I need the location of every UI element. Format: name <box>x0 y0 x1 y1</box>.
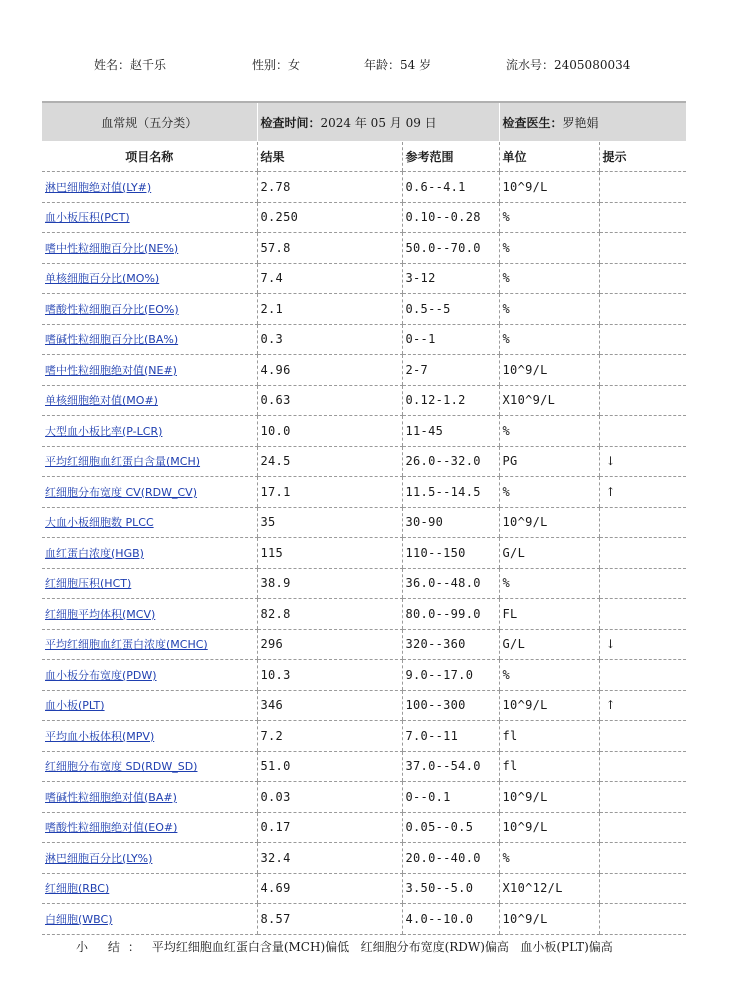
reference-range: 20.0--40.0 <box>402 843 499 874</box>
reference-range: 0--0.1 <box>402 782 499 813</box>
hint-arrow <box>599 873 686 904</box>
hint-arrow <box>599 294 686 325</box>
reference-range: 0.5--5 <box>402 294 499 325</box>
unit: fl <box>499 721 599 752</box>
item-name-cell <box>42 782 257 813</box>
hint-arrow: ↑ <box>599 690 686 721</box>
hint-arrow <box>599 324 686 355</box>
item-name-cell <box>42 477 257 508</box>
report-title: 血常规（五分类） <box>42 102 257 142</box>
table-row <box>42 812 686 843</box>
unit: % <box>499 843 599 874</box>
reference-range: 4.0--10.0 <box>402 904 499 935</box>
table-row <box>42 690 686 721</box>
item-name-link[interactable]: 淋巴细胞百分比(LY%) <box>45 851 153 865</box>
result-value: 115 <box>257 538 402 569</box>
column-header-row <box>42 142 686 172</box>
item-name-link[interactable]: 红细胞平均体积(MCV) <box>45 607 156 621</box>
unit: % <box>499 568 599 599</box>
unit: % <box>499 416 599 447</box>
item-name-cell <box>42 690 257 721</box>
result-value: 7.4 <box>257 263 402 294</box>
hint-arrow <box>599 843 686 874</box>
item-name-cell <box>42 721 257 752</box>
item-name-cell <box>42 812 257 843</box>
serial-number: 流水号：2405080034 <box>506 58 631 72</box>
reference-range: 80.0--99.0 <box>402 599 499 630</box>
item-name-cell <box>42 294 257 325</box>
unit: 10^9/L <box>499 690 599 721</box>
item-name-link[interactable]: 嗜碱性粒细胞绝对值(BA#) <box>45 790 177 804</box>
table-row <box>42 782 686 813</box>
unit: % <box>499 294 599 325</box>
result-value: 7.2 <box>257 721 402 752</box>
item-name-link[interactable]: 嗜中性粒细胞绝对值(NE#) <box>45 363 177 377</box>
item-name-cell <box>42 843 257 874</box>
table-row <box>42 202 686 233</box>
reference-range: 9.0--17.0 <box>402 660 499 691</box>
unit: FL <box>499 599 599 630</box>
item-name-cell <box>42 202 257 233</box>
result-value: 2.78 <box>257 172 402 203</box>
hint-arrow <box>599 599 686 630</box>
item-name-cell <box>42 324 257 355</box>
item-name-cell <box>42 355 257 386</box>
reference-range: 3.50--5.0 <box>402 873 499 904</box>
item-name-link[interactable]: 红细胞分布宽度 CV(RDW_CV) <box>45 485 197 499</box>
table-row <box>42 568 686 599</box>
unit: % <box>499 660 599 691</box>
item-name-link[interactable]: 大血小板细胞数 PLCC <box>45 516 154 530</box>
table-row <box>42 263 686 294</box>
reference-range: 100--300 <box>402 690 499 721</box>
reference-range: 0.10--0.28 <box>402 202 499 233</box>
unit: % <box>499 233 599 264</box>
hint-arrow: ↓ <box>599 446 686 477</box>
item-name-cell <box>42 385 257 416</box>
reference-range: 3-12 <box>402 263 499 294</box>
hint-arrow <box>599 202 686 233</box>
summary-label: 小 结： <box>76 940 148 954</box>
table-row <box>42 385 686 416</box>
table-row <box>42 629 686 660</box>
hint-arrow: ↑ <box>599 477 686 508</box>
item-name-link[interactable]: 嗜中性粒细胞百分比(NE%) <box>45 241 179 255</box>
hint-arrow <box>599 233 686 264</box>
table-row <box>42 446 686 477</box>
item-name-link[interactable]: 红细胞(RBC) <box>45 882 110 896</box>
reference-range: 50.0--70.0 <box>402 233 499 264</box>
col-unit: 单位 <box>499 142 599 172</box>
item-name-link[interactable]: 单核细胞百分比(MO%) <box>45 272 160 286</box>
hint-arrow <box>599 568 686 599</box>
report-header <box>42 102 686 142</box>
item-name-link[interactable]: 血小板(PLT) <box>45 699 105 713</box>
hint-arrow <box>599 721 686 752</box>
table-row <box>42 538 686 569</box>
item-name-link[interactable]: 单核细胞绝对值(MO#) <box>45 394 158 408</box>
item-name-link[interactable]: 红细胞分布宽度 SD(RDW_SD) <box>45 760 198 774</box>
table-row <box>42 599 686 630</box>
item-name-link[interactable]: 红细胞压积(HCT) <box>45 577 132 591</box>
item-name-cell <box>42 568 257 599</box>
reference-range: 26.0--32.0 <box>402 446 499 477</box>
unit: 10^9/L <box>499 812 599 843</box>
unit: 10^9/L <box>499 782 599 813</box>
exam-date: 检查时间：2024 年 05 月 09 日 <box>257 102 499 142</box>
item-name-cell <box>42 416 257 447</box>
item-name-link[interactable]: 平均红细胞血红蛋白含量(MCH) <box>45 455 201 469</box>
result-value: 38.9 <box>257 568 402 599</box>
reference-range: 320--360 <box>402 629 499 660</box>
item-name-cell <box>42 629 257 660</box>
hint-arrow <box>599 385 686 416</box>
unit: % <box>499 324 599 355</box>
exam-doctor: 检查医生：罗艳娟 <box>499 102 686 142</box>
item-name-link[interactable]: 血小板压积(PCT) <box>45 211 130 225</box>
result-value: 32.4 <box>257 843 402 874</box>
table-row <box>42 843 686 874</box>
result-value: 0.250 <box>257 202 402 233</box>
hint-arrow <box>599 355 686 386</box>
item-name-link[interactable]: 血小板分布宽度(PDW) <box>45 668 157 682</box>
result-value: 0.3 <box>257 324 402 355</box>
item-name-link[interactable]: 嗜酸性粒细胞百分比(EO%) <box>45 302 179 316</box>
unit: % <box>499 477 599 508</box>
unit: 10^9/L <box>499 172 599 203</box>
result-value: 0.17 <box>257 812 402 843</box>
result-value: 296 <box>257 629 402 660</box>
reference-range: 0.6--4.1 <box>402 172 499 203</box>
hint-arrow <box>599 782 686 813</box>
unit: G/L <box>499 538 599 569</box>
table-row <box>42 172 686 203</box>
reference-range: 0.05--0.5 <box>402 812 499 843</box>
hint-arrow <box>599 812 686 843</box>
col-item-name: 项目名称 <box>42 142 257 172</box>
item-name-link[interactable]: 白细胞(WBC) <box>45 912 113 926</box>
unit: 10^9/L <box>499 904 599 935</box>
result-value: 17.1 <box>257 477 402 508</box>
unit: X10^9/L <box>499 385 599 416</box>
reference-range: 30-90 <box>402 507 499 538</box>
item-name-cell <box>42 263 257 294</box>
result-value: 2.1 <box>257 294 402 325</box>
reference-range: 11-45 <box>402 416 499 447</box>
unit: 10^9/L <box>499 507 599 538</box>
reference-range: 37.0--54.0 <box>402 751 499 782</box>
item-name-cell <box>42 538 257 569</box>
hint-arrow <box>599 660 686 691</box>
reference-range: 110--150 <box>402 538 499 569</box>
item-name-link[interactable]: 血红蛋白浓度(HGB) <box>45 546 144 560</box>
table-row <box>42 721 686 752</box>
col-reference-range: 参考范围 <box>402 142 499 172</box>
unit: fl <box>499 751 599 782</box>
reference-range: 7.0--11 <box>402 721 499 752</box>
unit: G/L <box>499 629 599 660</box>
table-row <box>42 751 686 782</box>
item-name-cell <box>42 507 257 538</box>
blood-test-table <box>42 101 686 935</box>
table-row <box>42 324 686 355</box>
col-result: 结果 <box>257 142 402 172</box>
hint-arrow <box>599 263 686 294</box>
table-row <box>42 904 686 935</box>
hint-arrow <box>599 538 686 569</box>
table-row <box>42 355 686 386</box>
result-value: 57.8 <box>257 233 402 264</box>
reference-range: 0.12-1.2 <box>402 385 499 416</box>
item-name-cell <box>42 172 257 203</box>
hint-arrow <box>599 751 686 782</box>
item-name-link[interactable]: 平均红细胞血红蛋白浓度(MCHC) <box>45 638 208 652</box>
hint-arrow: ↓ <box>599 629 686 660</box>
patient-age: 年龄：54 岁 <box>364 58 432 72</box>
patient-info <box>0 56 752 72</box>
result-value: 35 <box>257 507 402 538</box>
summary-text: 平均红细胞血红蛋白含量(MCH)偏低 红细胞分布宽度(RDW)偏高 血小板(PLT)偏高 <box>151 940 613 954</box>
table-row <box>42 233 686 264</box>
result-value: 82.8 <box>257 599 402 630</box>
reference-range: 2-7 <box>402 355 499 386</box>
item-name-cell <box>42 751 257 782</box>
patient-sex: 性别：女 <box>252 58 301 72</box>
summary <box>76 938 613 955</box>
col-hint: 提示 <box>599 142 686 172</box>
result-value: 4.69 <box>257 873 402 904</box>
hint-arrow <box>599 507 686 538</box>
item-name-link[interactable]: 大型血小板比率(P-LCR) <box>45 424 163 438</box>
hint-arrow <box>599 904 686 935</box>
table-row <box>42 416 686 447</box>
unit: X10^12/L <box>499 873 599 904</box>
result-value: 10.3 <box>257 660 402 691</box>
reference-range: 0--1 <box>402 324 499 355</box>
item-name-link[interactable]: 平均血小板体积(MPV) <box>45 729 155 743</box>
hint-arrow <box>599 172 686 203</box>
table-row <box>42 660 686 691</box>
item-name-cell <box>42 446 257 477</box>
table-row <box>42 507 686 538</box>
result-value: 0.63 <box>257 385 402 416</box>
item-name-link[interactable]: 淋巴细胞绝对值(LY#) <box>45 180 152 194</box>
item-name-cell <box>42 660 257 691</box>
unit: % <box>499 202 599 233</box>
table-row <box>42 477 686 508</box>
item-name-cell <box>42 873 257 904</box>
patient-name: 姓名：赵千乐 <box>94 58 167 72</box>
reference-range: 36.0--48.0 <box>402 568 499 599</box>
item-name-cell <box>42 599 257 630</box>
item-name-link[interactable]: 嗜碱性粒细胞百分比(BA%) <box>45 333 179 347</box>
unit: % <box>499 263 599 294</box>
result-value: 4.96 <box>257 355 402 386</box>
item-name-cell <box>42 233 257 264</box>
unit: 10^9/L <box>499 355 599 386</box>
hint-arrow <box>599 416 686 447</box>
result-value: 0.03 <box>257 782 402 813</box>
table-row <box>42 873 686 904</box>
reference-range: 11.5--14.5 <box>402 477 499 508</box>
result-value: 24.5 <box>257 446 402 477</box>
item-name-cell <box>42 904 257 935</box>
unit: PG <box>499 446 599 477</box>
result-value: 51.0 <box>257 751 402 782</box>
table-row <box>42 294 686 325</box>
result-value: 346 <box>257 690 402 721</box>
result-value: 10.0 <box>257 416 402 447</box>
result-value: 8.57 <box>257 904 402 935</box>
item-name-link[interactable]: 嗜酸性粒细胞绝对值(EO#) <box>45 821 178 835</box>
